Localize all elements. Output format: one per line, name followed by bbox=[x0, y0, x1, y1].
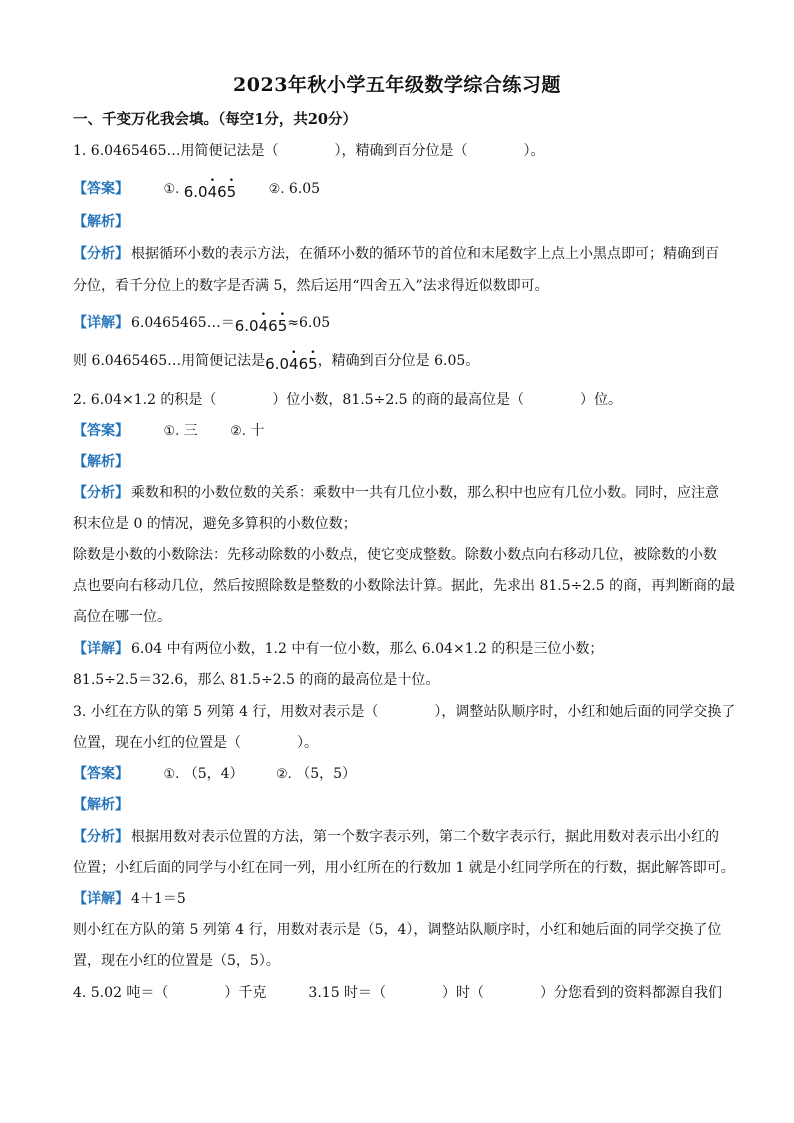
question-1-analysis-cont: 分位，看千分位上的数字是否满 5，然后运用“四舍五入”法求得近似数即可。 bbox=[73, 278, 549, 294]
repeating-decimal: 6.04 •65 • bbox=[235, 316, 288, 336]
question-1-answer bbox=[73, 178, 733, 200]
question-1-detail: 【详解】 6.0465465…＝6.04 •65 •≈6.05 bbox=[73, 312, 733, 333]
question-2-answer bbox=[73, 421, 733, 442]
question-2-analysis-cont: 积末位是 0 的情况，避免多算积的小数位数； bbox=[73, 516, 357, 532]
question-3-detail: 【详解】 4＋1＝5 bbox=[73, 891, 186, 907]
question-2-detail: 【详解】 6.04 中有两位小数，1.2 中有一位小数，那么 6.04×1.2 的积是三位小数； bbox=[73, 641, 604, 657]
question-3-detail-cont: 则小红在方队的第 5 列第 4 行，用数对表示是（5，4），调整站队顺序时，小红和她后面的同学交换了位 bbox=[73, 922, 722, 938]
answer-label: 【答案】 bbox=[73, 181, 129, 197]
answer-number-1: ①. bbox=[163, 182, 180, 197]
question-3-stem-cont: 位置，现在小红的位置是（ ）。 bbox=[73, 735, 318, 751]
question-4-stem: 4. 5.02 吨＝（ ）千克 3.15 时＝（ ）时（ ）分您看到的资料都源自我们 bbox=[73, 985, 723, 1001]
question-3-detail-cont: 置，现在小红的位置是（5，5）。 bbox=[73, 953, 280, 969]
answer-item-2 bbox=[269, 179, 320, 200]
question-3-analysis-cont: 位置；小红后面的同学与小红在同一列，用小红所在的行数加 1 就是小红同学所在的行数，据此解答即可。 bbox=[73, 860, 735, 876]
question-1-analysis: 【分析】 根据循环小数的表示方法，在循环小数的循环节的首位和末尾数字上点上小黑点即可；精确到百 bbox=[73, 246, 719, 262]
answer-item-2: ②. （5，5） bbox=[275, 766, 357, 782]
answer-number-2: ②. bbox=[268, 182, 285, 197]
fenxi-label: 【分析】 bbox=[73, 246, 129, 262]
repeating-decimal: 6.04 •65 • bbox=[265, 354, 318, 374]
answer-value-2: 6.05 bbox=[288, 181, 321, 197]
repeating-decimal: 6.04 •65 • bbox=[184, 182, 237, 202]
xiangjie-label: 【详解】 bbox=[73, 315, 129, 331]
answer-label: 【答案】 bbox=[73, 423, 129, 439]
question-3-answer bbox=[73, 764, 733, 785]
question-2-stem: 2. 6.04×1.2 的积是（ ）位小数，81.5÷2.5 的商的最高位是（ ）位。 bbox=[73, 392, 623, 408]
question-2-detail-cont: 81.5÷2.5＝32.6，那么 81.5÷2.5 的商的最高位是十位。 bbox=[73, 672, 440, 688]
answer-item-1: ①. 三 bbox=[163, 423, 198, 439]
analysis-label: 【解析】 bbox=[73, 214, 129, 230]
answer-item-1 bbox=[163, 178, 236, 200]
question-1-stem: 1. 6.0465465…用简便记法是（ ），精确到百分位是（ ）。 bbox=[73, 143, 545, 159]
answer-item-2: ②. 十 bbox=[230, 423, 265, 439]
question-3-stem: 3. 小红在方队的第 5 列第 4 行，用数对表示是（ ），调整站队顺序时，小红和她后面的同学交换了 bbox=[73, 704, 736, 720]
question-1-conclusion: 则 6.0465465…用简便记法是6.04 •65 •，精确到百分位是 6.05。 bbox=[73, 350, 733, 371]
answer-label: 【答案】 bbox=[73, 766, 129, 782]
analysis-label: 【解析】 bbox=[73, 454, 129, 470]
repetend-end-digit: 5 • bbox=[227, 182, 237, 202]
question-2-analysis-cont: 点也要向右移动几位，然后按照除数是整数的小数除法计算。据此，先求出 81.5÷2.5 的商，再判断商的最 bbox=[73, 578, 736, 594]
question-2-analysis-cont: 高位在哪一位。 bbox=[73, 609, 171, 625]
analysis-label: 【解析】 bbox=[73, 797, 129, 813]
question-2-analysis-cont: 除数是小数的小数除法：先移动除数的小数点，使它变成整数。除数小数点向右移动几位，被除数的小数 bbox=[73, 547, 717, 563]
answer-item-1: ①. （5，4） bbox=[163, 766, 244, 782]
repetend-start-digit: 4 • bbox=[208, 182, 218, 202]
question-3-analysis: 【分析】 根据用数对表示位置的方法，第一个数字表示列，第二个数字表示行，据此用数对表示出小红的 bbox=[73, 829, 719, 845]
page-title: 2023年秋小学五年级数学综合练习题 bbox=[233, 74, 561, 96]
section-heading: 一、千变万化我会填。（每空1分，共20分） bbox=[73, 111, 358, 128]
question-2-analysis: 【分析】 乘数和积的小数位数的关系：乘数中一共有几位小数，那么积中也应有几位小数。同时，应注意 bbox=[73, 485, 719, 501]
